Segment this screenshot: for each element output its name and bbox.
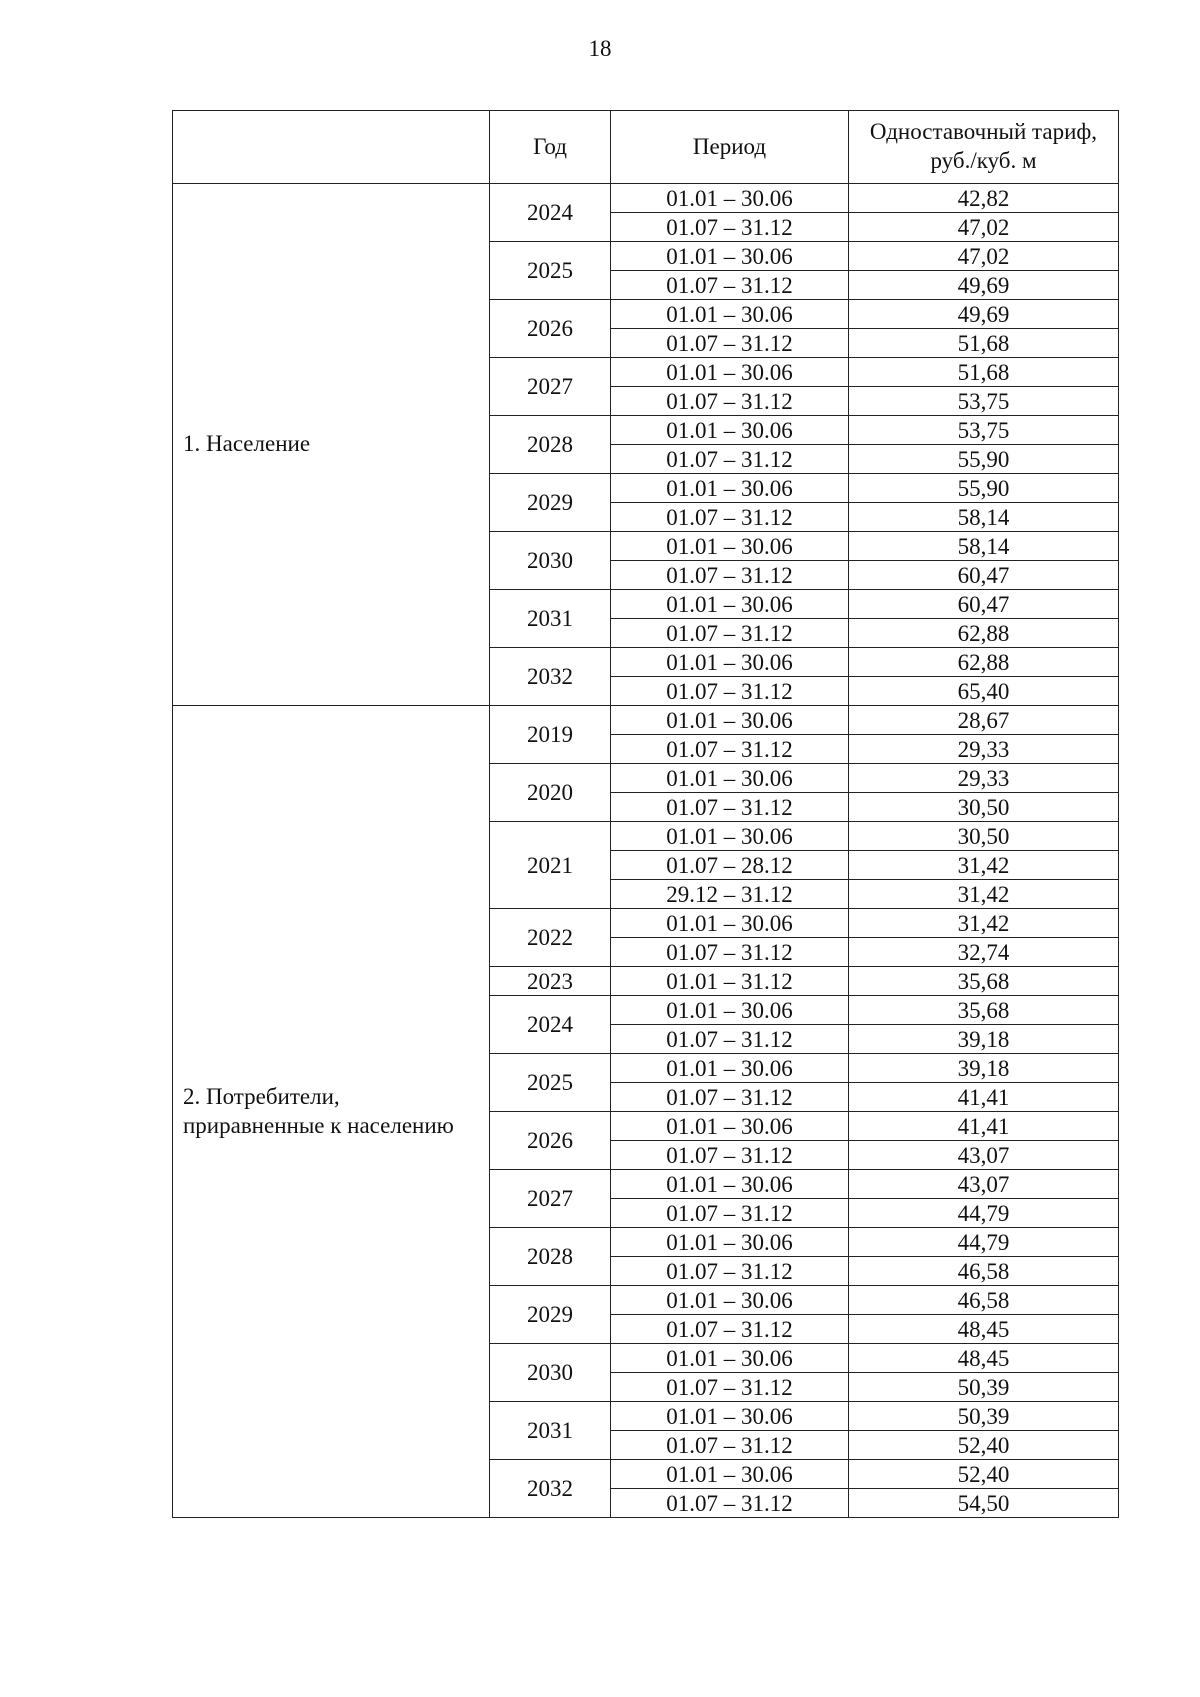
tariff-table	[172, 110, 1119, 1518]
table-body	[173, 184, 1119, 1518]
year-cell: 2030	[490, 1344, 611, 1402]
year-cell: 2022	[490, 909, 611, 967]
year-cell: 2024	[490, 996, 611, 1054]
year-cell: 2025	[490, 242, 611, 300]
period-cell: 01.01 – 30.06	[611, 909, 849, 938]
header-tariff-line2: руб./куб. м	[930, 148, 1037, 173]
period-cell: 01.07 – 31.12	[611, 503, 849, 532]
tariff-cell: 58,14	[849, 503, 1119, 532]
group-label-line1: 2. Потребители,	[183, 1083, 340, 1109]
group-label-line2: приравненные к населению	[183, 1112, 454, 1138]
year-cell: 2028	[490, 1228, 611, 1286]
year-cell: 2032	[490, 648, 611, 706]
header-tariff	[849, 111, 1119, 184]
tariff-cell: 35,68	[849, 967, 1119, 996]
period-cell: 01.01 – 31.12	[611, 967, 849, 996]
tariff-cell: 35,68	[849, 996, 1119, 1025]
group-label-cell	[173, 184, 490, 706]
year-cell: 2023	[490, 967, 611, 996]
page-number: 18	[588, 36, 612, 61]
tariff-cell: 41,41	[849, 1083, 1119, 1112]
period-cell: 01.01 – 30.06	[611, 242, 849, 271]
tariff-cell: 52,40	[849, 1431, 1119, 1460]
period-cell: 01.01 – 30.06	[611, 706, 849, 735]
tariff-cell: 54,50	[849, 1489, 1119, 1518]
year-cell: 2021	[490, 822, 611, 909]
tariff-cell: 47,02	[849, 242, 1119, 271]
tariff-cell: 30,50	[849, 822, 1119, 851]
tariff-cell: 65,40	[849, 677, 1119, 706]
tariff-cell: 39,18	[849, 1054, 1119, 1083]
tariff-cell: 46,58	[849, 1286, 1119, 1315]
year-cell: 2027	[490, 358, 611, 416]
tariff-cell: 42,82	[849, 184, 1119, 213]
period-cell: 01.07 – 31.12	[611, 1257, 849, 1286]
tariff-cell: 47,02	[849, 213, 1119, 242]
period-cell: 01.07 – 31.12	[611, 619, 849, 648]
table-header	[173, 111, 1119, 184]
tariff-cell: 48,45	[849, 1344, 1119, 1373]
period-cell: 01.07 – 28.12	[611, 851, 849, 880]
period-cell: 01.07 – 31.12	[611, 1431, 849, 1460]
table-row	[173, 184, 1119, 213]
tariff-cell: 50,39	[849, 1402, 1119, 1431]
tariff-cell: 44,79	[849, 1228, 1119, 1257]
tariff-cell: 51,68	[849, 329, 1119, 358]
tariff-cell: 46,58	[849, 1257, 1119, 1286]
year-cell: 2024	[490, 184, 611, 242]
period-cell: 29.12 – 31.12	[611, 880, 849, 909]
period-cell: 01.01 – 30.06	[611, 1286, 849, 1315]
period-cell: 01.01 – 30.06	[611, 474, 849, 503]
tariff-cell: 31,42	[849, 909, 1119, 938]
year-cell: 2019	[490, 706, 611, 764]
period-cell: 01.07 – 31.12	[611, 1489, 849, 1518]
period-cell: 01.07 – 31.12	[611, 677, 849, 706]
period-cell: 01.07 – 31.12	[611, 1083, 849, 1112]
tariff-cell: 31,42	[849, 880, 1119, 909]
group-label-cell	[173, 706, 490, 1518]
period-cell: 01.01 – 30.06	[611, 1344, 849, 1373]
tariff-cell: 60,47	[849, 590, 1119, 619]
tariff-cell: 29,33	[849, 735, 1119, 764]
header-year: Год	[490, 111, 611, 184]
period-cell: 01.01 – 30.06	[611, 184, 849, 213]
tariff-cell: 52,40	[849, 1460, 1119, 1489]
tariff-cell: 32,74	[849, 938, 1119, 967]
tariff-cell: 50,39	[849, 1373, 1119, 1402]
tariff-cell: 53,75	[849, 416, 1119, 445]
period-cell: 01.01 – 30.06	[611, 1112, 849, 1141]
year-cell: 2025	[490, 1054, 611, 1112]
tariff-cell: 62,88	[849, 648, 1119, 677]
header-row	[173, 111, 1119, 184]
table-row	[173, 706, 1119, 735]
period-cell: 01.01 – 30.06	[611, 1170, 849, 1199]
tariff-cell: 62,88	[849, 619, 1119, 648]
period-cell: 01.07 – 31.12	[611, 329, 849, 358]
period-cell: 01.01 – 30.06	[611, 1460, 849, 1489]
year-cell: 2030	[490, 532, 611, 590]
tariff-cell: 49,69	[849, 300, 1119, 329]
tariff-cell: 29,33	[849, 764, 1119, 793]
tariff-cell: 55,90	[849, 474, 1119, 503]
period-cell: 01.01 – 30.06	[611, 416, 849, 445]
tariff-cell: 31,42	[849, 851, 1119, 880]
period-cell: 01.07 – 31.12	[611, 1373, 849, 1402]
period-cell: 01.01 – 30.06	[611, 1402, 849, 1431]
period-cell: 01.07 – 31.12	[611, 1025, 849, 1054]
year-cell: 2027	[490, 1170, 611, 1228]
tariff-cell: 49,69	[849, 271, 1119, 300]
year-cell: 2029	[490, 474, 611, 532]
year-cell: 2020	[490, 764, 611, 822]
tariff-cell: 43,07	[849, 1170, 1119, 1199]
period-cell: 01.07 – 31.12	[611, 445, 849, 474]
year-cell: 2031	[490, 1402, 611, 1460]
tariff-cell: 39,18	[849, 1025, 1119, 1054]
period-cell: 01.07 – 31.12	[611, 793, 849, 822]
period-cell: 01.07 – 31.12	[611, 1315, 849, 1344]
period-cell: 01.07 – 31.12	[611, 1141, 849, 1170]
period-cell: 01.07 – 31.12	[611, 1199, 849, 1228]
year-cell: 2026	[490, 300, 611, 358]
period-cell: 01.01 – 30.06	[611, 822, 849, 851]
period-cell: 01.01 – 30.06	[611, 1228, 849, 1257]
tariff-cell: 53,75	[849, 387, 1119, 416]
tariff-cell: 48,45	[849, 1315, 1119, 1344]
tariff-cell: 60,47	[849, 561, 1119, 590]
tariff-cell: 43,07	[849, 1141, 1119, 1170]
year-cell: 2032	[490, 1460, 611, 1518]
period-cell: 01.07 – 31.12	[611, 735, 849, 764]
period-cell: 01.01 – 30.06	[611, 532, 849, 561]
tariff-cell: 58,14	[849, 532, 1119, 561]
group-label: 1. Население	[183, 431, 311, 457]
period-cell: 01.01 – 30.06	[611, 358, 849, 387]
period-cell: 01.01 – 30.06	[611, 1054, 849, 1083]
header-tariff-line1: Одноставочный тариф,	[869, 119, 1098, 145]
year-cell: 2029	[490, 1286, 611, 1344]
year-cell: 2028	[490, 416, 611, 474]
tariff-cell: 55,90	[849, 445, 1119, 474]
year-cell: 2026	[490, 1112, 611, 1170]
header-period: Период	[611, 111, 849, 184]
tariff-cell: 51,68	[849, 358, 1119, 387]
tariff-cell: 44,79	[849, 1199, 1119, 1228]
period-cell: 01.07 – 31.12	[611, 938, 849, 967]
header-category-cell	[173, 111, 490, 184]
period-cell: 01.07 – 31.12	[611, 213, 849, 242]
period-cell: 01.01 – 30.06	[611, 996, 849, 1025]
tariff-cell: 41,41	[849, 1112, 1119, 1141]
period-cell: 01.01 – 30.06	[611, 300, 849, 329]
period-cell: 01.01 – 30.06	[611, 764, 849, 793]
period-cell: 01.01 – 30.06	[611, 648, 849, 677]
tariff-cell: 30,50	[849, 793, 1119, 822]
tariff-cell: 28,67	[849, 706, 1119, 735]
period-cell: 01.07 – 31.12	[611, 387, 849, 416]
period-cell: 01.07 – 31.12	[611, 271, 849, 300]
period-cell: 01.07 – 31.12	[611, 561, 849, 590]
year-cell: 2031	[490, 590, 611, 648]
period-cell: 01.01 – 30.06	[611, 590, 849, 619]
